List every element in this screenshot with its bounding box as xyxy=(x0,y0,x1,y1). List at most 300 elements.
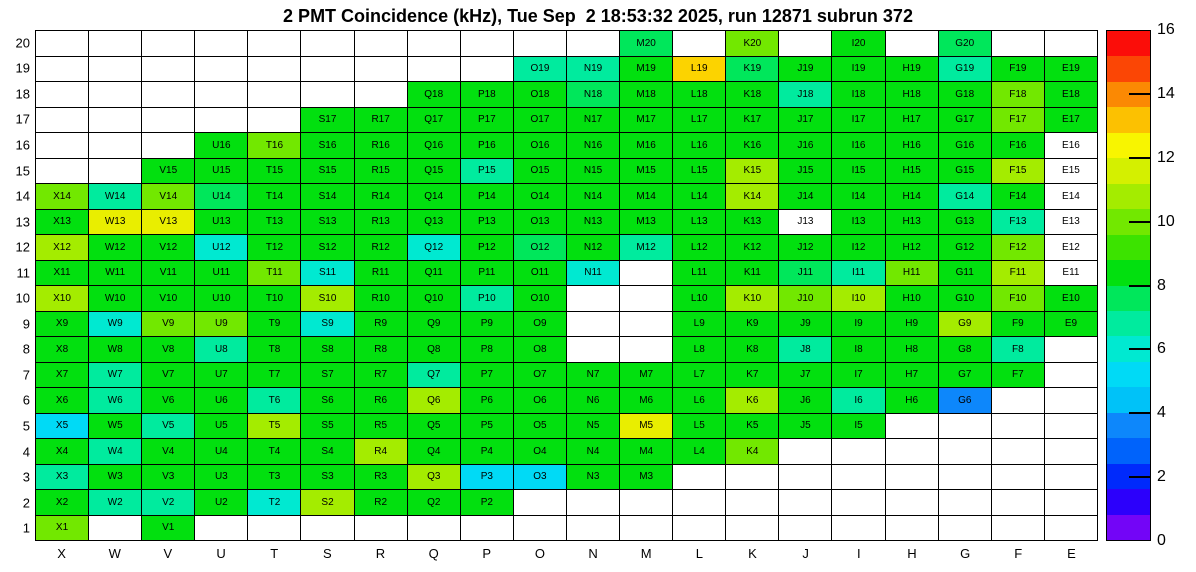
heatmap-cell xyxy=(673,465,725,490)
y-axis-label: 7 xyxy=(22,367,30,383)
cell-label: O18 xyxy=(530,88,550,100)
heatmap-cell xyxy=(779,414,831,439)
heatmap-cell xyxy=(779,286,831,311)
heatmap-cell xyxy=(673,184,725,209)
cell-label: K17 xyxy=(743,114,762,126)
heatmap-cell xyxy=(461,337,513,362)
heatmap-cell xyxy=(408,57,460,82)
cell-label: X5 xyxy=(55,420,69,432)
cell-label: O14 xyxy=(530,190,550,202)
heatmap-cell xyxy=(939,57,991,82)
heatmap-cell xyxy=(886,363,938,388)
heatmap-cell xyxy=(939,31,991,56)
cell-label: O17 xyxy=(530,114,550,126)
cell-label: W8 xyxy=(107,343,123,355)
heatmap-cell xyxy=(726,108,778,133)
heatmap-cell xyxy=(36,159,88,184)
cell-label: K14 xyxy=(743,190,762,202)
heatmap-cell xyxy=(992,82,1044,107)
heatmap-cell xyxy=(673,337,725,362)
cell-label: K16 xyxy=(743,139,762,151)
heatmap-cell xyxy=(1045,337,1097,362)
cell-label: J7 xyxy=(800,369,811,381)
cell-label: Q10 xyxy=(424,292,444,304)
cell-label: Q11 xyxy=(424,267,443,279)
cell-label: E11 xyxy=(1062,267,1080,279)
heatmap-cell xyxy=(514,414,566,439)
heatmap-cell xyxy=(89,465,141,490)
cell-label: K7 xyxy=(746,369,759,381)
cell-label: Q15 xyxy=(424,165,444,177)
heatmap-cell xyxy=(461,286,513,311)
heatmap-cell xyxy=(408,133,460,158)
heatmap-cell xyxy=(992,133,1044,158)
heatmap-cell xyxy=(461,388,513,413)
heatmap-cell xyxy=(939,159,991,184)
cell-label: G8 xyxy=(958,343,972,355)
heatmap-cell xyxy=(832,312,884,337)
heatmap-cell xyxy=(567,235,619,260)
cell-label: I16 xyxy=(851,139,866,151)
heatmap-cell xyxy=(89,108,141,133)
heatmap-cell xyxy=(142,235,194,260)
heatmap-cell xyxy=(408,184,460,209)
heatmap-cell xyxy=(461,363,513,388)
cell-label: W12 xyxy=(104,241,126,253)
heatmap-cell xyxy=(355,490,407,515)
cell-label: I18 xyxy=(851,88,866,100)
heatmap-cell xyxy=(461,31,513,56)
cell-label: M13 xyxy=(636,216,656,228)
heatmap-cell xyxy=(301,516,353,541)
heatmap-cell xyxy=(195,108,247,133)
heatmap-cell xyxy=(886,184,938,209)
cell-label: L7 xyxy=(693,369,705,381)
cell-label: V10 xyxy=(159,292,178,304)
heatmap-cell xyxy=(248,312,300,337)
heatmap-cell xyxy=(673,82,725,107)
heatmap-cell xyxy=(939,414,991,439)
heatmap-cell xyxy=(408,261,460,286)
heatmap-cell xyxy=(248,133,300,158)
heatmap-cell xyxy=(461,184,513,209)
cell-label: X12 xyxy=(53,241,71,253)
heatmap-cell xyxy=(886,57,938,82)
heatmap-cell xyxy=(779,337,831,362)
heatmap-cell xyxy=(89,235,141,260)
heatmap-cell xyxy=(886,159,938,184)
heatmap-cell xyxy=(301,337,353,362)
heatmap-cell xyxy=(142,31,194,56)
heatmap-cell xyxy=(832,108,884,133)
heatmap-cell xyxy=(195,490,247,515)
cell-label: J10 xyxy=(797,292,814,304)
heatmap-cell xyxy=(461,414,513,439)
heatmap-cell xyxy=(832,184,884,209)
heatmap-cell xyxy=(567,184,619,209)
heatmap-cell xyxy=(939,465,991,490)
heatmap-cell xyxy=(195,286,247,311)
cell-label: H19 xyxy=(902,63,921,75)
heatmap-cell xyxy=(1045,82,1097,107)
heatmap-cell xyxy=(248,439,300,464)
cell-label: H13 xyxy=(902,216,921,228)
cell-label: X14 xyxy=(53,190,71,202)
colorbar-band xyxy=(1107,387,1150,412)
heatmap-cell xyxy=(567,439,619,464)
cell-label: P5 xyxy=(480,420,493,432)
cell-label: T3 xyxy=(268,471,281,483)
cell-label: P14 xyxy=(477,190,496,202)
heatmap-cell xyxy=(514,490,566,515)
heatmap-cell xyxy=(461,235,513,260)
heatmap-cell xyxy=(142,490,194,515)
heatmap-cell xyxy=(355,312,407,337)
heatmap-cell xyxy=(832,210,884,235)
y-axis-label: 12 xyxy=(15,239,30,255)
cell-label: S6 xyxy=(321,394,334,406)
cell-label: S10 xyxy=(318,292,337,304)
heatmap-cell xyxy=(886,312,938,337)
heatmap-cell xyxy=(726,184,778,209)
heatmap-cell xyxy=(620,31,672,56)
heatmap-cell xyxy=(36,82,88,107)
cell-label: V4 xyxy=(162,445,175,457)
heatmap-cell xyxy=(248,235,300,260)
cell-label: Q17 xyxy=(424,114,444,126)
cell-label: O8 xyxy=(533,343,547,355)
cell-label: M4 xyxy=(639,445,654,457)
heatmap-cell xyxy=(886,414,938,439)
heatmap-cell xyxy=(779,31,831,56)
cell-label: M17 xyxy=(636,114,656,126)
cell-label: X2 xyxy=(55,496,69,508)
cell-label: T5 xyxy=(268,420,281,432)
cell-label: P13 xyxy=(477,216,496,228)
cell-label: S3 xyxy=(321,471,334,483)
heatmap-cell xyxy=(142,388,194,413)
heatmap-cell xyxy=(195,414,247,439)
heatmap-cell xyxy=(726,337,778,362)
cell-label: Q8 xyxy=(427,343,441,355)
cell-label: T2 xyxy=(268,496,281,508)
heatmap-cell xyxy=(142,337,194,362)
heatmap-cell xyxy=(195,210,247,235)
cell-label: W2 xyxy=(107,496,123,508)
colorbar-band xyxy=(1107,286,1150,311)
heatmap-cell xyxy=(195,57,247,82)
heatmap-cell xyxy=(301,439,353,464)
cell-label: R15 xyxy=(371,165,390,177)
heatmap-cell xyxy=(939,133,991,158)
cell-label: M14 xyxy=(636,190,656,202)
heatmap-cell xyxy=(1045,516,1097,541)
cell-label: O19 xyxy=(530,63,550,75)
heatmap-cell xyxy=(36,31,88,56)
heatmap-cell xyxy=(886,439,938,464)
heatmap-cell xyxy=(514,337,566,362)
x-axis-label: V xyxy=(163,546,173,561)
cell-label: F10 xyxy=(1009,292,1027,304)
colorbar-tick xyxy=(1129,285,1151,287)
heatmap-cell xyxy=(992,286,1044,311)
cell-label: I9 xyxy=(854,318,863,330)
x-axis-label: W xyxy=(108,546,121,561)
cell-label: N7 xyxy=(586,369,600,381)
cell-label: G17 xyxy=(955,114,975,126)
heatmap-cell xyxy=(89,261,141,286)
cell-label: N3 xyxy=(586,471,600,483)
cell-label: J18 xyxy=(797,88,814,100)
heatmap-cell xyxy=(726,235,778,260)
cell-label: I10 xyxy=(851,292,866,304)
cell-label: K15 xyxy=(743,165,762,177)
cell-label: F7 xyxy=(1012,369,1024,381)
cell-label: J17 xyxy=(797,114,814,126)
heatmap-cell xyxy=(673,414,725,439)
cell-label: P7 xyxy=(480,369,493,381)
cell-label: F13 xyxy=(1009,216,1027,228)
heatmap-cell xyxy=(1045,312,1097,337)
cell-label: G9 xyxy=(958,318,972,330)
cell-label: Q16 xyxy=(424,139,444,151)
heatmap-cell xyxy=(301,388,353,413)
heatmap-plot-area xyxy=(35,30,1098,541)
heatmap-cell xyxy=(461,490,513,515)
colorbar-band xyxy=(1107,107,1150,132)
heatmap-cell xyxy=(673,388,725,413)
heatmap-cell xyxy=(620,108,672,133)
colorbar-band xyxy=(1107,235,1150,260)
cell-label: X4 xyxy=(55,445,69,457)
cell-label: R11 xyxy=(371,267,390,279)
heatmap-cell xyxy=(408,439,460,464)
cell-label: R16 xyxy=(371,139,390,151)
heatmap-cell xyxy=(514,465,566,490)
cell-label: R8 xyxy=(374,343,388,355)
heatmap-cell xyxy=(620,133,672,158)
cell-label: E18 xyxy=(1062,88,1080,100)
heatmap-cell xyxy=(779,108,831,133)
heatmap-cell xyxy=(355,261,407,286)
cell-label: K10 xyxy=(743,292,762,304)
heatmap-cell xyxy=(89,337,141,362)
heatmap-cell xyxy=(461,261,513,286)
cell-label: G13 xyxy=(955,216,975,228)
y-axis-label: 13 xyxy=(15,214,30,230)
heatmap-cell xyxy=(832,286,884,311)
heatmap-cell xyxy=(461,133,513,158)
cell-label: J14 xyxy=(797,190,814,202)
x-axis-label: S xyxy=(322,546,332,561)
colorbar-band xyxy=(1107,56,1150,81)
heatmap-cell xyxy=(939,286,991,311)
heatmap-cell xyxy=(832,82,884,107)
heatmap-cell xyxy=(36,261,88,286)
cell-label: F12 xyxy=(1009,241,1027,253)
cell-label: R9 xyxy=(374,318,388,330)
heatmap-cell xyxy=(726,516,778,541)
cell-label: F9 xyxy=(1012,318,1024,330)
heatmap-cell xyxy=(89,312,141,337)
cell-label: S13 xyxy=(318,216,337,228)
heatmap-cell xyxy=(832,516,884,541)
cell-label: I14 xyxy=(851,190,866,202)
heatmap-cell xyxy=(567,286,619,311)
heatmap-cell xyxy=(992,210,1044,235)
cell-label: T6 xyxy=(268,394,281,406)
cell-label: R3 xyxy=(374,471,388,483)
cell-label: R17 xyxy=(371,114,390,126)
heatmap-cell xyxy=(142,414,194,439)
cell-label: H8 xyxy=(905,343,919,355)
heatmap-cell xyxy=(355,439,407,464)
cell-label: Q18 xyxy=(424,88,444,100)
cell-label: U3 xyxy=(214,471,228,483)
heatmap-cell xyxy=(992,235,1044,260)
heatmap-cell xyxy=(620,465,672,490)
x-axis-label: I xyxy=(857,546,861,561)
colorbar-tick xyxy=(1129,412,1151,414)
cell-label: J13 xyxy=(797,216,814,228)
cell-label: M6 xyxy=(639,394,654,406)
heatmap-cell xyxy=(36,439,88,464)
heatmap-cell xyxy=(832,133,884,158)
heatmap-cell xyxy=(779,82,831,107)
cell-label: U7 xyxy=(214,369,228,381)
cell-label: H16 xyxy=(902,139,921,151)
heatmap-cell xyxy=(992,57,1044,82)
cell-label: P9 xyxy=(480,318,493,330)
heatmap-cell xyxy=(89,210,141,235)
x-axis-label: O xyxy=(534,546,545,561)
cell-label: E15 xyxy=(1062,165,1080,177)
heatmap-cell xyxy=(355,159,407,184)
heatmap-cell xyxy=(992,184,1044,209)
cell-label: P8 xyxy=(480,343,493,355)
cell-label: O5 xyxy=(533,420,547,432)
cell-label: X10 xyxy=(53,292,71,304)
cell-label: V1 xyxy=(162,522,175,534)
heatmap-cell xyxy=(886,108,938,133)
heatmap-cell xyxy=(195,516,247,541)
cell-label: N18 xyxy=(583,88,603,100)
heatmap-cell xyxy=(620,159,672,184)
cell-label: O12 xyxy=(530,241,550,253)
cell-label: L8 xyxy=(693,343,705,355)
cell-label: W5 xyxy=(107,420,123,432)
cell-label: V13 xyxy=(159,216,178,228)
heatmap-cell xyxy=(408,337,460,362)
heatmap-cell xyxy=(673,31,725,56)
colorbar-tick-label: 10 xyxy=(1157,212,1175,230)
heatmap-cell xyxy=(567,57,619,82)
colorbar-band xyxy=(1107,260,1150,285)
colorbar-tick-label: 6 xyxy=(1157,340,1166,358)
cell-label: P15 xyxy=(477,165,496,177)
heatmap-cell xyxy=(89,490,141,515)
heatmap-cell xyxy=(1045,184,1097,209)
cell-label: S15 xyxy=(318,165,337,177)
cell-label: F16 xyxy=(1009,139,1027,151)
heatmap-cell xyxy=(461,108,513,133)
x-axis-label: U xyxy=(216,546,226,561)
heatmap-cell xyxy=(514,388,566,413)
cell-label: J19 xyxy=(797,63,814,75)
cell-label: K13 xyxy=(743,216,762,228)
heatmap-cell xyxy=(939,337,991,362)
heatmap-cell xyxy=(726,210,778,235)
heatmap-cell xyxy=(832,57,884,82)
heatmap-cell xyxy=(248,31,300,56)
heatmap-cell xyxy=(939,235,991,260)
heatmap-cell xyxy=(301,261,353,286)
heatmap-cell xyxy=(1045,439,1097,464)
heatmap-cell xyxy=(461,57,513,82)
cell-label: K5 xyxy=(746,420,759,432)
cell-label: J6 xyxy=(800,394,811,406)
cell-label: H17 xyxy=(902,114,921,126)
heatmap-cell xyxy=(355,82,407,107)
cell-label: U8 xyxy=(214,343,228,355)
cell-label: K20 xyxy=(743,37,762,49)
heatmap-cell xyxy=(886,516,938,541)
heatmap-cell xyxy=(301,133,353,158)
heatmap-cell xyxy=(673,261,725,286)
cell-label: R2 xyxy=(374,496,388,508)
heatmap-cell xyxy=(301,465,353,490)
heatmap-cell xyxy=(514,82,566,107)
cell-label: M18 xyxy=(636,88,656,100)
heatmap-cell xyxy=(89,388,141,413)
cell-label: W7 xyxy=(107,369,123,381)
cell-label: K8 xyxy=(746,343,759,355)
heatmap-cell xyxy=(301,210,353,235)
heatmap-cell xyxy=(992,414,1044,439)
heatmap-cell xyxy=(142,439,194,464)
cell-label: S4 xyxy=(321,445,334,457)
heatmap-cell xyxy=(1045,465,1097,490)
heatmap-cell xyxy=(301,414,353,439)
heatmap-cell xyxy=(1045,108,1097,133)
cell-label: M5 xyxy=(639,420,654,432)
cell-label: S12 xyxy=(318,241,337,253)
heatmap-cell xyxy=(567,133,619,158)
cell-label: U4 xyxy=(214,445,228,457)
heatmap-cell xyxy=(248,210,300,235)
heatmap-cell xyxy=(461,439,513,464)
heatmap-cell xyxy=(248,363,300,388)
cell-label: K9 xyxy=(746,318,759,330)
heatmap-cell xyxy=(779,133,831,158)
x-axis-label: X xyxy=(57,546,66,561)
cell-label: G14 xyxy=(955,190,975,202)
heatmap-cell xyxy=(142,312,194,337)
heatmap-cell xyxy=(514,57,566,82)
heatmap-cell xyxy=(992,108,1044,133)
cell-label: L5 xyxy=(693,420,705,432)
heatmap-cell xyxy=(248,465,300,490)
cell-label: O7 xyxy=(533,369,547,381)
heatmap-cell xyxy=(301,286,353,311)
heatmap-cell xyxy=(355,184,407,209)
cell-label: R12 xyxy=(371,241,390,253)
heatmap-cell xyxy=(726,490,778,515)
heatmap-cell xyxy=(567,337,619,362)
cell-label: E9 xyxy=(1064,318,1078,330)
cell-label: F11 xyxy=(1009,267,1027,279)
heatmap-cell xyxy=(620,82,672,107)
